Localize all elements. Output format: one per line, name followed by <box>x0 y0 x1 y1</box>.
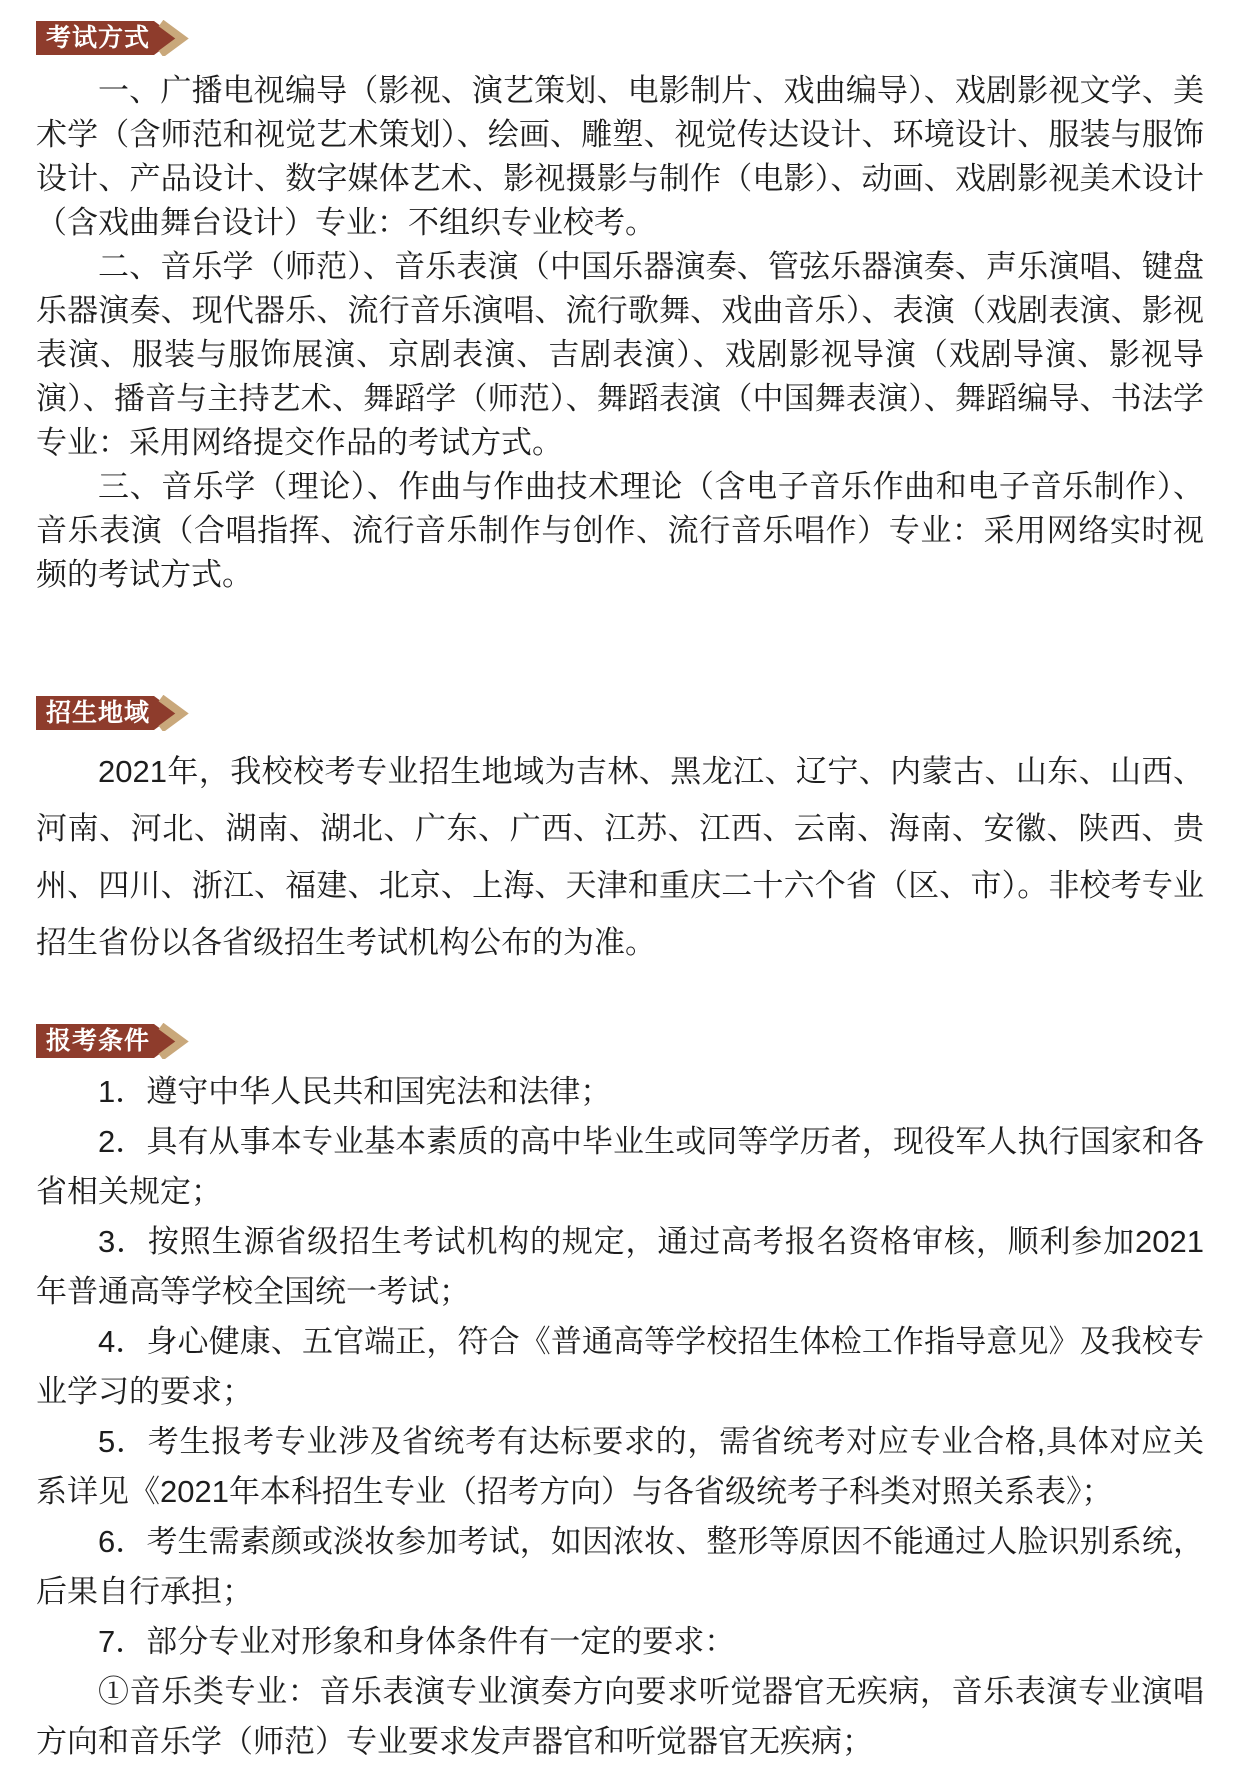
section-apply-conditions <box>36 1023 1204 1767</box>
section-badge-enroll-region <box>36 695 198 731</box>
paragraph: 2021年，我校校考专业招生地域为吉林、黑龙江、辽宁、内蒙古、山东、山西、河南、河北、湖南、湖北、广东、广西、江苏、江西、云南、海南、安徽、陕西、贵州、四川、浙江、福建、北京、上海、天津和重庆二十六个省（区、市）。非校考专业招生省份以各省级招生考试机构公布的为准。 <box>36 754 1204 960</box>
list-item: 5．考生报考专业涉及省统考有达标要求的，需省统考对应专业合格,具体对应关系详见《2021年本科招生专业（招考方向）与各省级统考子科类对照关系表》； <box>36 1424 1204 1509</box>
section-exam-method <box>36 20 1204 597</box>
paragraph: 一、广播电视编导（影视、演艺策划、电影制片、戏曲编导）、戏剧影视文学、美术学（含师范和视觉艺术策划）、绘画、雕塑、视觉传达设计、环境设计、服装与服饰设计、产品设计、数字媒体艺术、影视摄影与制作（电影）、动画、戏剧影视美术设计（含戏曲舞台设计）专业：不组织专业校考。 <box>36 73 1204 240</box>
list-item: 6．考生需素颜或淡妆参加考试，如因浓妆、整形等原因不能通过人脸识别系统，后果自行承担； <box>36 1524 1204 1609</box>
section-title: 报考条件 <box>45 1027 150 1055</box>
list-item: 2．具有从事本专业基本素质的高中毕业生或同等学历者，现役军人执行国家和各省相关规定； <box>36 1124 1204 1209</box>
section-title: 招生地域 <box>45 699 150 727</box>
list-item: 1．遵守中华人民共和国宪法和法律； <box>98 1074 612 1109</box>
list-item: 3．按照生源省级招生考试机构的规定，通过高考报名资格审核，顺利参加2021年普通高等学校全国统一考试； <box>36 1224 1204 1309</box>
section-badge-exam-method <box>36 20 198 56</box>
paragraph: 二、音乐学（师范）、音乐表演（中国乐器演奏、管弦乐器演奏、声乐演唱、键盘乐器演奏、现代器乐、流行音乐演唱、流行歌舞、戏曲音乐）、表演（戏剧表演、影视表演、服装与服饰展演、京剧表演、吉剧表演）、戏剧影视导演（戏剧导演、影视导演）、播音与主持艺术、舞蹈学（师范）、舞蹈表演（中国舞表演）、舞蹈编导、书法学专业：采用网络提交作品的考试方式。 <box>36 249 1204 460</box>
section-badge-apply-conditions <box>36 1023 198 1059</box>
section-enroll-region <box>36 695 1204 971</box>
list-item: 7．部分专业对形象和身体条件有一定的要求： <box>98 1624 736 1659</box>
section-title: 考试方式 <box>45 24 150 52</box>
paragraph: 三、音乐学（理论）、作曲与作曲技术理论（含电子音乐作曲和电子音乐制作）、音乐表演（合唱指挥、流行音乐制作与创作、流行音乐唱作）专业：采用网络实时视频的考试方式。 <box>36 469 1204 592</box>
list-item: ①音乐类专业：音乐表演专业演奏方向要求听觉器官无疾病，音乐表演专业演唱方向和音乐学（师范）专业要求发声器官和听觉器官无疾病； <box>36 1674 1204 1759</box>
section-body <box>36 743 1204 971</box>
list-item: 4．身心健康、五官端正，符合《普通高等学校招生体检工作指导意见》及我校专业学习的要求； <box>36 1324 1204 1409</box>
section-body <box>36 69 1204 597</box>
section-body <box>36 1067 1204 1767</box>
